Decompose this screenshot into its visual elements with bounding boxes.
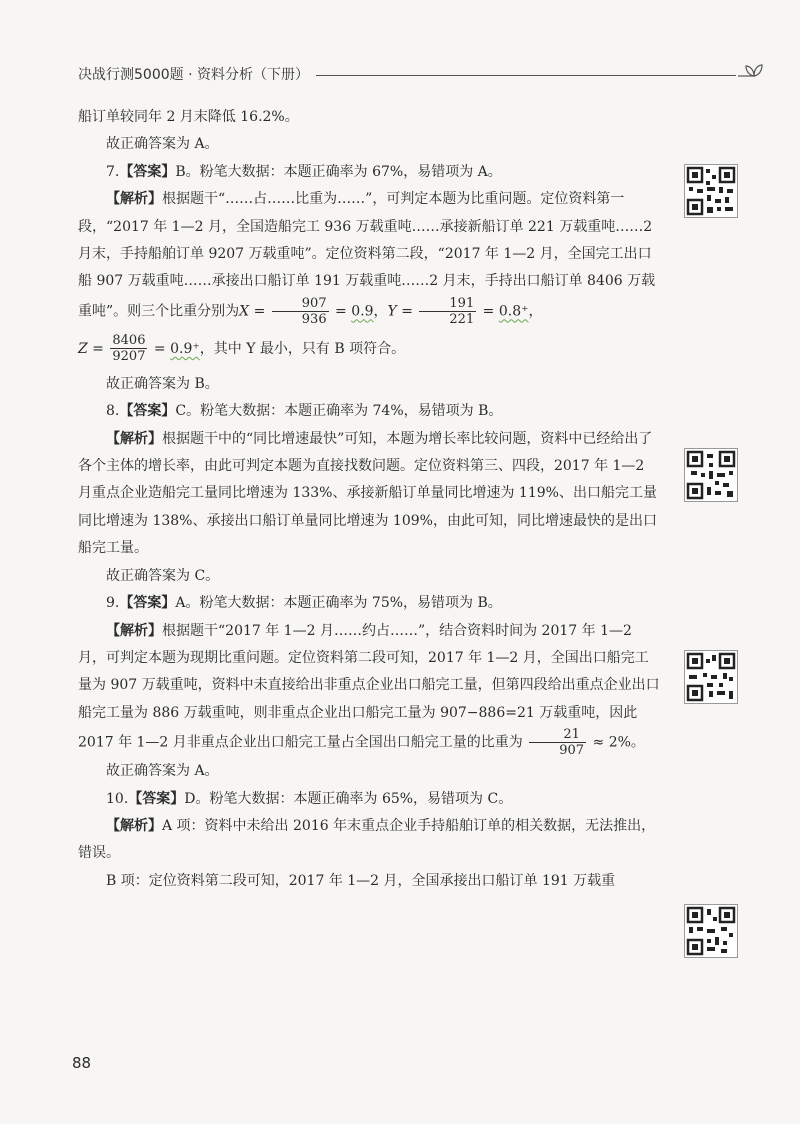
q9-analysis: 【解析】根据题干“2017 年 1—2 月……约占……”，结合资料时间为 2017 年 1—2 月，可判定本题为现期比重问题。定位资料第二段可知，2017 年 1—2 月，全国出口船完工量为 907 万载重吨，资料中未直接给出非重点企业出口船完工量，但第四段给出重点企业出口船完工量为 886 万载重吨，则非重点企业出口船完工量为 907−886=21 万载重吨，因此 2017 年 1—2 月非重点企业出口船完工量占全国出口船完工量的比重为 $\frac{21}{907}$ ≈ 2%。 — [78, 622, 660, 759]
page-number: 88 — [72, 1054, 92, 1072]
fraction-y: $\frac{191}{221}$ — [419, 296, 476, 327]
header-rule — [316, 75, 736, 76]
q8-answer-line: 8.【答案】C。粉笔大数据：本题正确率为 74%，易错项为 B。 — [106, 403, 503, 420]
qr-code-icon[interactable] — [684, 650, 738, 704]
q7-analysis: 【解析】根据题干“……占……比重为……”，可判定本题为比重问题。定位资料第一段，“2017 年 1—2 月，全国造船完工 936 万载重吨……承接新船订单 221 万载重吨……2 月末，手持船舶订单 9207 万载重吨”。定位资料第二段，“2017 年 1—2 月，全国完工出口船 907 万载重吨……承接出口船订单 191 万载重吨……2 月末，手持出口船订单 8406 万载重吨”。则三个比重分别为X = $\frac{907}{936}$ = 0.9，Y = $\frac{191}{221}$ = 0.8⁺， — [78, 191, 656, 327]
q10-analysis-a: 【解析】A 项：资料中未给出 2016 年末重点企业手持船舶订单的相关数据，无法推出，错误。 — [78, 817, 656, 862]
conclusion-b: 故正确答案为 B。 — [106, 375, 219, 392]
q7-equation-z: Z = $\frac{8406}{9207}$ = 0.9⁺，其中 Y 最小，只有 B 项符合。 — [78, 333, 406, 365]
q10-analysis-b: B 项：定位资料第二段可知，2017 年 1—2 月，全国承接出口船订单 191 万载重 — [106, 872, 616, 889]
fraction-x: $\frac{907}{936}$ — [272, 296, 329, 327]
conclusion-c: 故正确答案为 C。 — [106, 567, 220, 584]
q8-analysis: 【解析】根据题干中的“同比增速最快”可知，本题为增长率比较问题，资料中已经给出了各个主体的增长率，由此可判定本题为直接找数问题。定位资料第三、四段，2017 年 1—2 月重点企业造船完工量同比增速为 133%、承接新船订单量同比增速为 119%、出口船完工量同比增速为 138%、承接出口船订单量同比增速为 109%，由此可知，同比增速最快的是出口船完工量。 — [78, 430, 657, 557]
qr-code-icon[interactable] — [684, 904, 738, 958]
page-content — [78, 104, 660, 895]
conclusion-a2: 故正确答案为 A。 — [106, 763, 219, 780]
book-title: 决战行测5000题 · 资料分析（下册） — [78, 67, 309, 83]
fraction-q9: $\frac{21}{907}$ — [529, 727, 586, 758]
qr-code-icon[interactable] — [684, 164, 738, 218]
q10-answer-line: 10.【答案】D。粉笔大数据：本题正确率为 65%，易错项为 C。 — [106, 790, 513, 807]
sprout-icon — [734, 60, 764, 86]
conclusion-a: 故正确答案为 A。 — [106, 136, 219, 153]
paragraph-continued: 船订单较同年 2 月末降低 16.2%。 — [78, 109, 299, 125]
qr-code-icon[interactable] — [684, 448, 738, 502]
running-header — [78, 62, 758, 86]
q9-answer-line: 9.【答案】A。粉笔大数据：本题正确率为 75%，易错项为 B。 — [106, 595, 502, 612]
fraction-z: $\frac{8406}{9207}$ — [112, 333, 146, 365]
q7-answer-line: 7.【答案】B。粉笔大数据：本题正确率为 67%，易错项为 A。 — [106, 163, 502, 180]
